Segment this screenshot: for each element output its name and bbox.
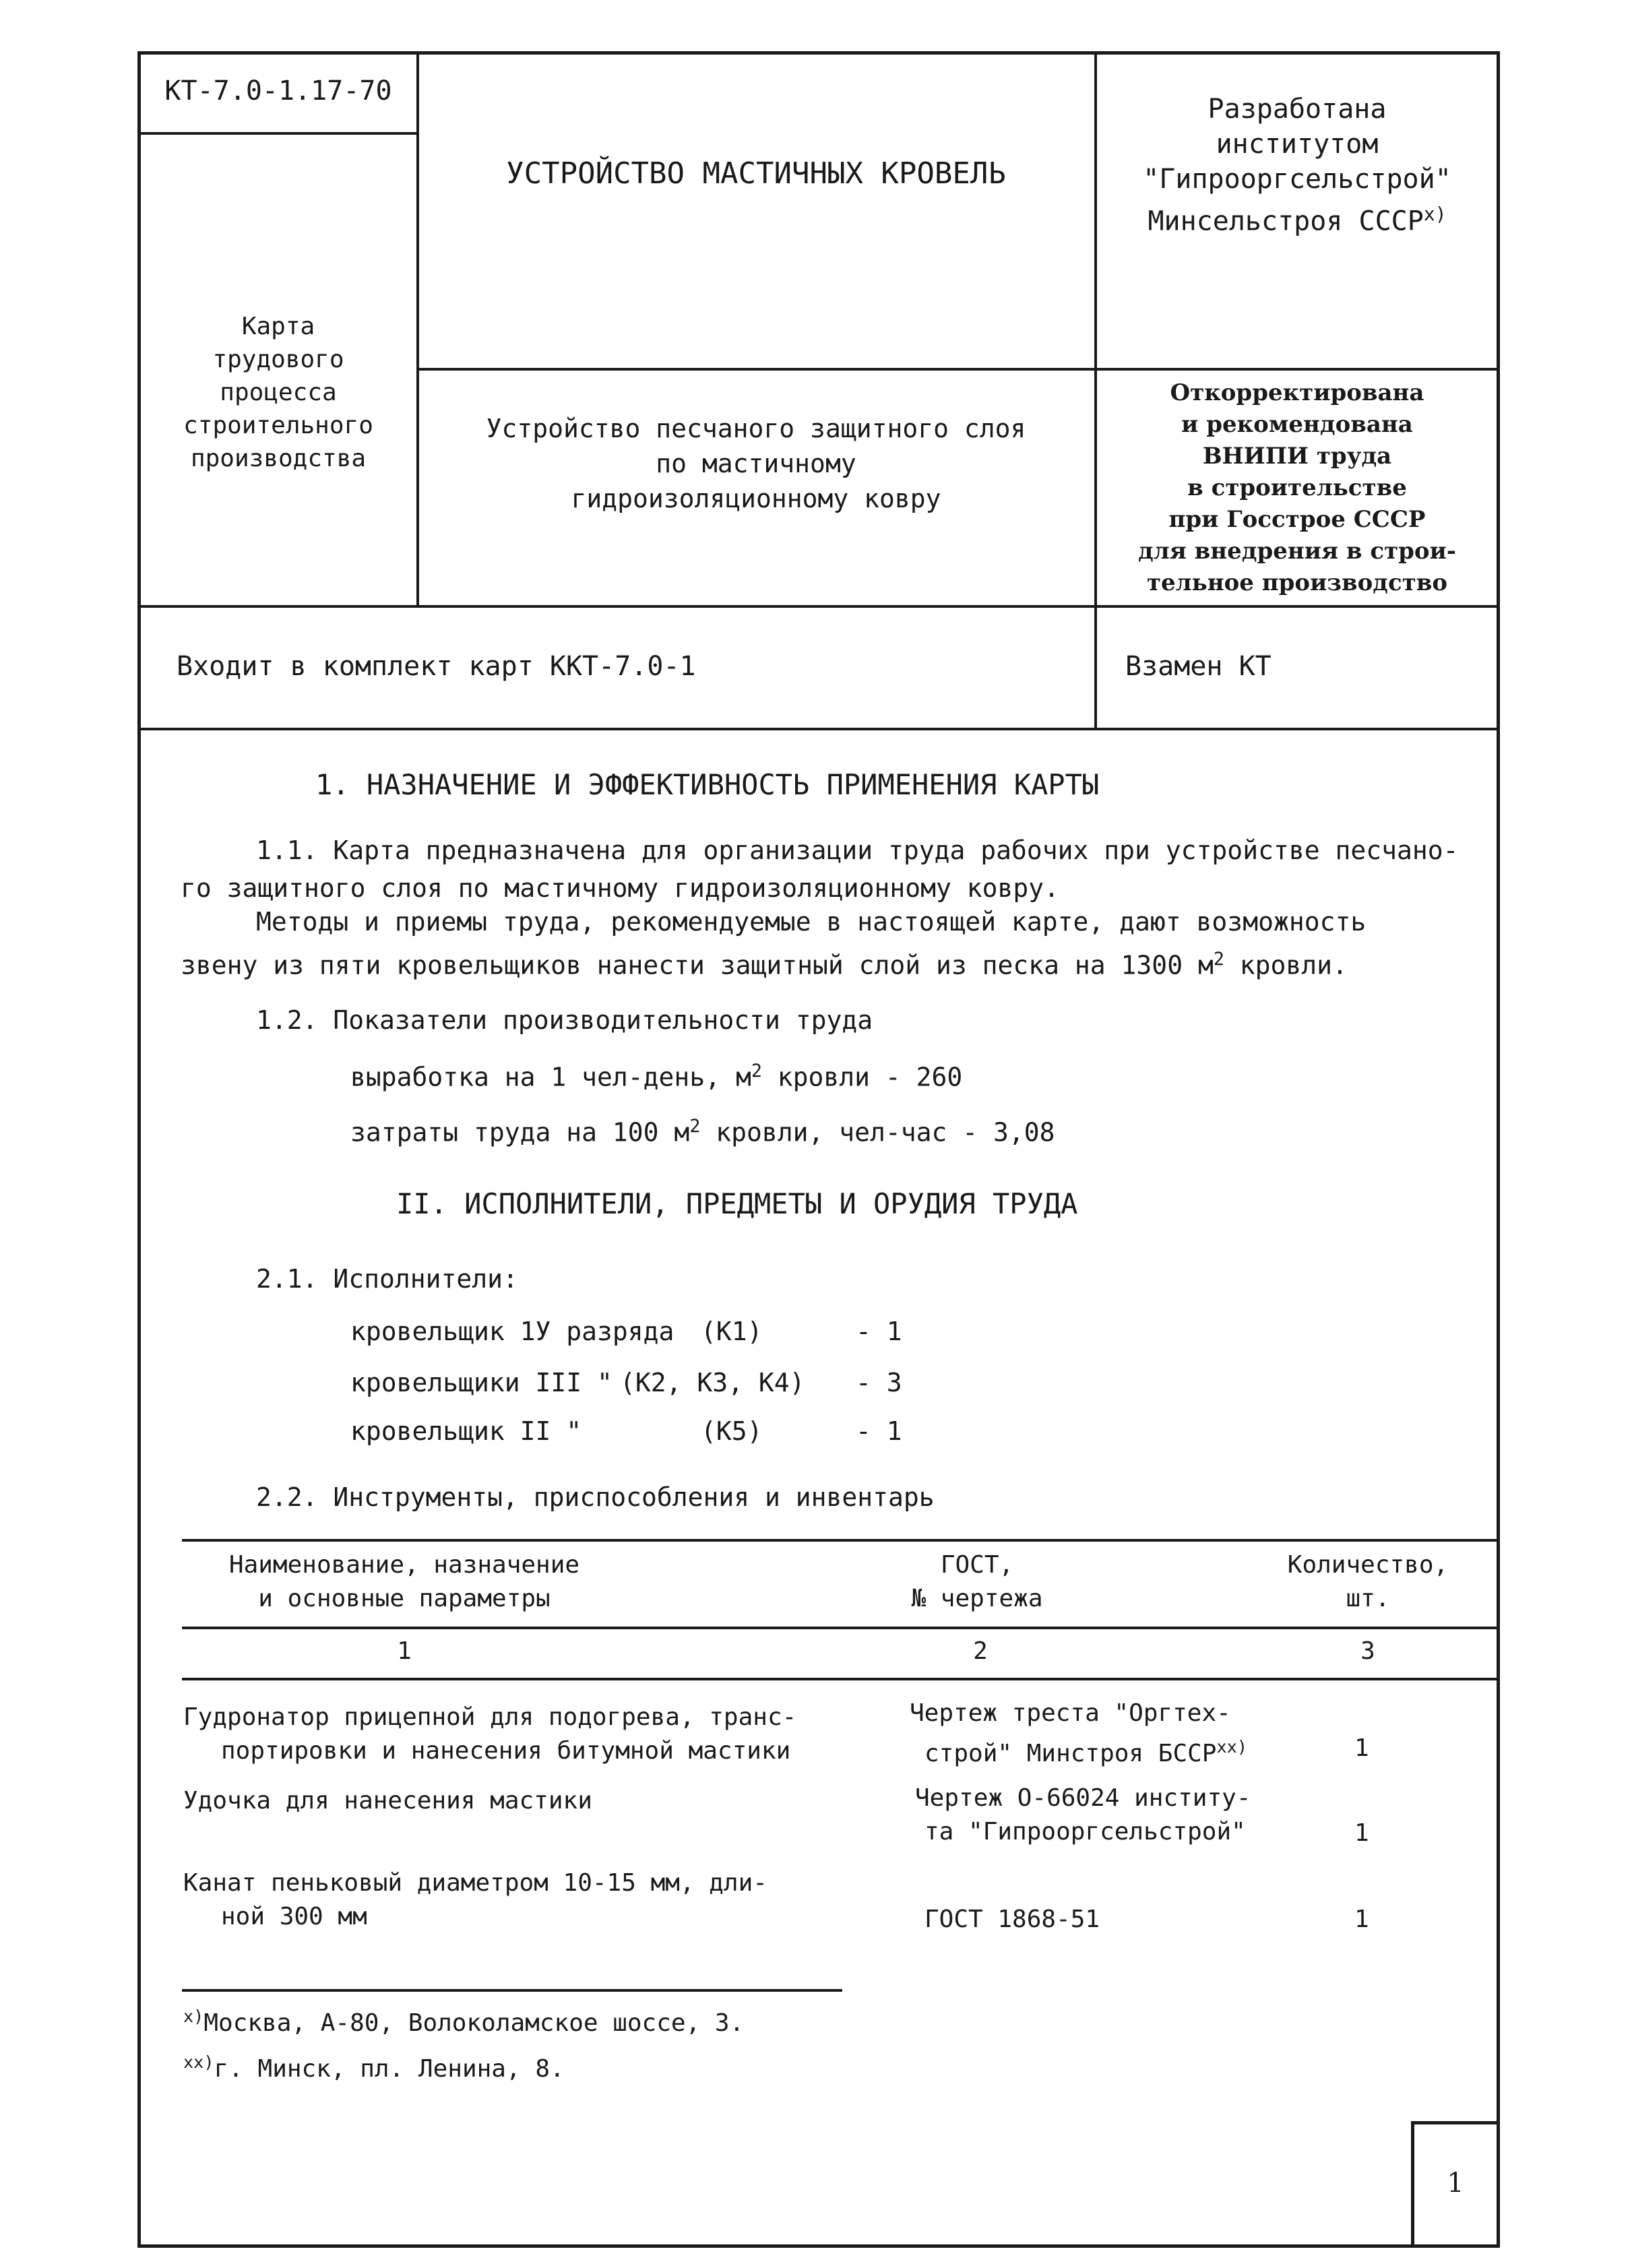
- performer-codes: (K2, K3, K4): [620, 1368, 805, 1397]
- card-type-line: Карта: [241, 313, 315, 340]
- developer-line: институтом: [1216, 129, 1379, 160]
- col-number: 1: [397, 1637, 412, 1665]
- table-numbers-rule: [182, 1678, 1500, 1680]
- performer-codes: (K5): [701, 1416, 763, 1446]
- developer-line: [1098, 197, 1496, 239]
- output-text: выработка на 1 чел-день, м: [350, 1062, 751, 1092]
- table-row-qty: 1: [1354, 1734, 1369, 1762]
- subtitle-line: гидроизоляционному ковру: [571, 484, 941, 513]
- header-line: и основные параметры: [258, 1585, 551, 1612]
- corrected-block: [1098, 377, 1496, 599]
- title-row-bottom: [416, 368, 1500, 371]
- table-top-rule: [182, 1539, 1500, 1542]
- row-gost-line: та "Гипрооргсельстрой": [924, 1818, 1246, 1846]
- header-line: шт.: [1346, 1585, 1390, 1612]
- developer-line: "Гипрооргсельстрой": [1143, 164, 1451, 195]
- corrected-line: для внедрения в строи-: [1138, 538, 1456, 565]
- header-line: Количество,: [1287, 1551, 1449, 1579]
- corrected-line: в строительстве: [1187, 474, 1407, 501]
- paragraph-1-1-line2: го защитного слоя по мастичному гидроизоляционному ковру.: [181, 873, 1060, 903]
- footnote: [183, 2000, 744, 2040]
- document-code: КТ-7.0-1.17-70: [164, 75, 392, 106]
- productivity-output: [350, 1054, 962, 1095]
- footnote-mark: xx): [183, 2052, 214, 2072]
- superscript: 2: [1213, 949, 1224, 970]
- paragraph-1-1-line1: 1.1. Карта предназначена для организации труда рабочих при устройстве песчано-: [256, 836, 1459, 865]
- subtitle-line: по мастичному: [656, 449, 856, 478]
- paragraph-methods-line1: Методы и приемы труда, рекомендуемые в настоящей карте, дают возможность: [256, 907, 1367, 937]
- card-set: Входит в комплект карт ККТ-7.0-1: [177, 651, 696, 682]
- table-row-name: Удочка для нанесения мастики: [183, 1787, 592, 1815]
- page-number: 1: [1447, 2168, 1464, 2199]
- footnote-mark: xx): [1216, 1737, 1247, 1757]
- productivity-heading: 1.2. Показатели производительности труда: [256, 1005, 873, 1035]
- page-number-box: [1411, 2121, 1500, 2248]
- table-row-qty: 1: [1354, 1819, 1369, 1847]
- footnote-text: г. Минск, пл. Ленина, 8.: [214, 2055, 565, 2083]
- superscript: 2: [689, 1116, 701, 1137]
- row-gost-line: Чертеж треста "Оргтех-: [910, 1699, 1231, 1727]
- row-name-line: портировки и нанесения битумной мастики: [221, 1737, 791, 1765]
- row-gost-line: строй" Минстроя БССР: [924, 1740, 1217, 1767]
- code-cell-bottom: [137, 132, 418, 135]
- labor-value: кровли, чел-час - 3,08: [700, 1117, 1055, 1147]
- section-2-heading: II. ИСПОЛНИТЕЛИ, ПРЕДМЕТЫ И ОРУДИЯ ТРУДА: [396, 1187, 1078, 1220]
- table-row-gost: [910, 1697, 1247, 1771]
- row-name-line: Канат пеньковый диаметром 10-15 мм, дли-: [183, 1869, 767, 1897]
- card-type-line: строительного: [183, 412, 373, 439]
- col-number: 3: [1360, 1637, 1375, 1665]
- col-header-quantity: [1267, 1548, 1469, 1616]
- table-header-rule: [182, 1627, 1500, 1629]
- row-name-line: ной 300 мм: [221, 1903, 367, 1930]
- row-name-line: Гудронатор прицепной для подогрева, транс-: [183, 1703, 797, 1731]
- col-number: 2: [973, 1637, 988, 1665]
- performers-heading: 2.1. Исполнители:: [256, 1264, 518, 1294]
- developer-block: [1098, 92, 1496, 239]
- developer-line: Разработана: [1207, 94, 1387, 125]
- footnote-rule: [182, 1989, 842, 1992]
- performer-count: - 3: [856, 1368, 902, 1397]
- performer-row: [350, 1365, 1092, 1400]
- paragraph-methods-line2: [181, 942, 1348, 983]
- performer-row: [350, 1314, 1092, 1349]
- set-row-bottom: [137, 728, 1500, 730]
- table-row-gost: [915, 1782, 1251, 1849]
- document-title: УСТРОЙСТВО МАСТИЧНЫХ КРОВЕЛЬ: [506, 156, 1006, 191]
- developer-ministry: Минсельстроя СССР: [1148, 206, 1424, 237]
- footnote-mark: x): [1423, 203, 1447, 225]
- table-row-gost: ГОСТ 1868-51: [924, 1905, 1100, 1933]
- footnote: [183, 2046, 565, 2086]
- performer-codes: (K1): [701, 1317, 763, 1346]
- performer-row: [350, 1414, 1092, 1449]
- row-gost-line: Чертеж О-66024 институ-: [915, 1784, 1251, 1812]
- card-type-line: трудового: [212, 346, 344, 373]
- corrected-line: тельное производство: [1146, 569, 1448, 596]
- table-row-name: [183, 1866, 767, 1934]
- replaces: Взамен КТ: [1125, 651, 1272, 682]
- tools-heading: 2.2. Инструменты, приспособления и инвентарь: [256, 1482, 935, 1512]
- document-subtitle: [419, 411, 1093, 516]
- card-type-line: процесса: [220, 379, 337, 406]
- corrected-line: ВНИПИ труда: [1202, 443, 1392, 470]
- table-row-name: [183, 1701, 796, 1768]
- output-value: кровли - 260: [761, 1062, 963, 1092]
- methods-text: звену из пяти кровельщиков нанести защитный слой из песка на 1300 м: [181, 950, 1214, 980]
- corrected-line: при Госстрое СССР: [1168, 506, 1426, 533]
- performer-label: кровельщики III ": [350, 1368, 613, 1397]
- col-header-name: [182, 1548, 627, 1616]
- productivity-labor: [350, 1109, 1055, 1150]
- card-type: [140, 310, 416, 475]
- performer-label: кровельщик II ": [350, 1416, 582, 1446]
- header-divider-right: [1094, 51, 1097, 728]
- corrected-line: Откорректирована: [1170, 379, 1424, 406]
- section-1-heading: 1. НАЗНАЧЕНИЕ И ЭФФЕКТИВНОСТЬ ПРИМЕНЕНИЯ КАРТЫ: [315, 768, 1100, 801]
- header-line: № чертежа: [911, 1585, 1043, 1612]
- card-type-line: производства: [190, 445, 367, 472]
- corrected-line: и рекомендована: [1181, 411, 1413, 438]
- table-row-qty: 1: [1354, 1905, 1369, 1933]
- performer-count: - 1: [856, 1416, 902, 1446]
- subtitle-line: Устройство песчаного защитного слоя: [486, 414, 1026, 443]
- footnote-text: Москва, А-80, Волоколамское шоссе, 3.: [203, 2009, 745, 2037]
- superscript: 2: [751, 1061, 762, 1081]
- labor-text: затраты труда на 100 м: [350, 1117, 690, 1147]
- performer-count: - 1: [856, 1317, 902, 1346]
- header-line: ГОСТ,: [940, 1551, 1014, 1579]
- footnote-mark: x): [183, 2007, 204, 2026]
- methods-text-end: кровли.: [1224, 950, 1348, 980]
- col-header-gost: [876, 1548, 1078, 1616]
- header-line: Наименование, назначение: [228, 1551, 580, 1579]
- header-bottom: [137, 605, 1500, 608]
- performer-label: кровельщик 1У разряда: [350, 1317, 674, 1346]
